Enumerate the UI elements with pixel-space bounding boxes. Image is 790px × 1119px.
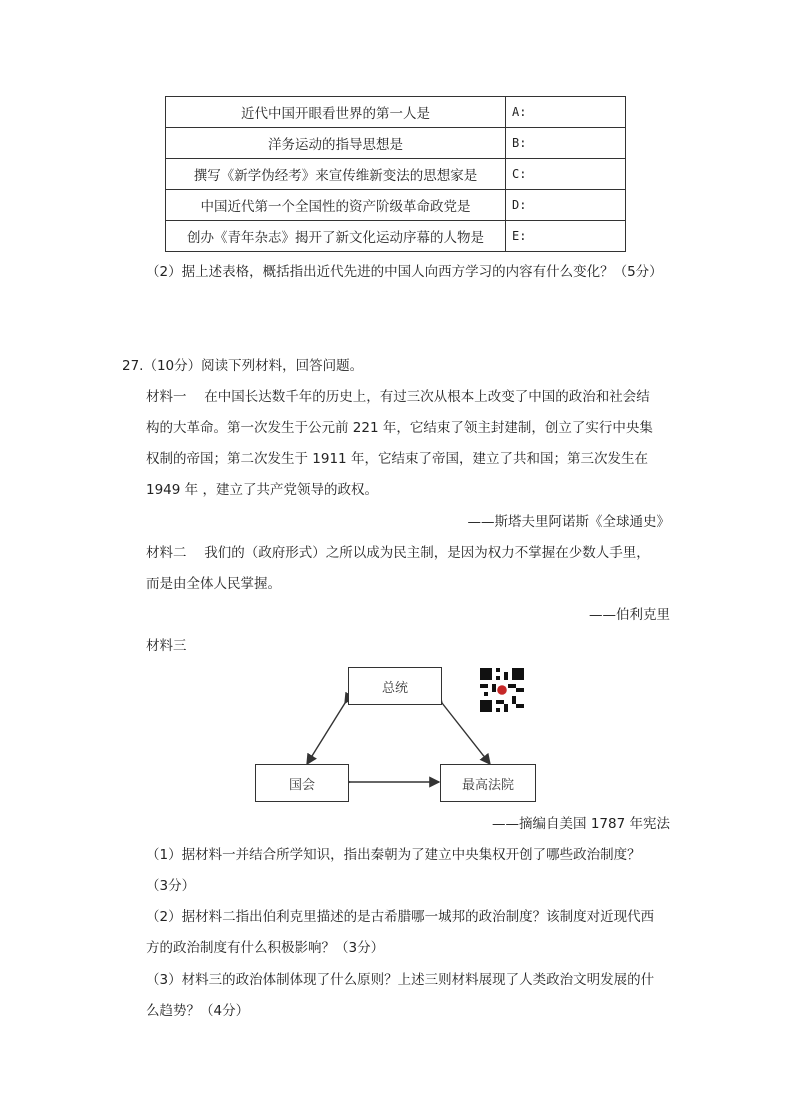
table-answer-cell[interactable]: B: [506, 128, 626, 159]
arrow-president-court [442, 703, 490, 764]
table-question-cell: 创办《青年杂志》揭开了新文化运动序幕的人物是 [166, 221, 506, 252]
material1-line: 构的大革命。第一次发生于公元前 221 年，它结束了领主封建制，创立了实行中央集 [146, 420, 653, 436]
question-line: （3）材料三的政治体制体现了什么原则？上述三则材料展现了人类政治文明发展的什 [146, 972, 655, 988]
qr-code-icon [480, 668, 524, 712]
table-question-cell: 近代中国开眼看世界的第一人是 [166, 97, 506, 128]
material1-source: ——斯塔夫里阿诺斯《全球通史》 [467, 514, 670, 530]
material1-line: 权制的帝国；第二次发生于 1911 年，它结束了帝国，建立了共和国；第三次发生在 [146, 451, 648, 467]
table-question-cell: 中国近代第一个全国性的资产阶级革命政党是 [166, 190, 506, 221]
table-question-cell: 洋务运动的指导思想是 [166, 128, 506, 159]
table-question-cell: 撰写《新学伪经考》来宣传维新变法的思想家是 [166, 159, 506, 190]
material2-line: 而是由全体人民掌握。 [146, 576, 281, 592]
material1-line: 材料一 在中国长达数千年的历史上，有过三次从根本上改变了中国的政治和社会结 [146, 389, 650, 405]
question-line: （2）据材料二指出伯利克里描述的是古希腊哪一城邦的政治制度？该制度对近现代西 [146, 909, 655, 925]
arrow-president-congress [307, 703, 345, 764]
question-line: （3分） [146, 878, 196, 894]
box-supreme-court: 最高法院 [440, 764, 536, 802]
question-line: 么趋势？（4分） [146, 1003, 250, 1019]
box-congress: 国会 [255, 764, 349, 802]
material2-source: ——伯利克里 [589, 607, 670, 623]
material1-line: 1949 年 ，建立了共产党领导的政权。 [146, 482, 378, 498]
material3-label: 材料三 [146, 638, 187, 654]
table-answer-cell[interactable]: D: [506, 190, 626, 221]
question-line: 方的政治制度有什么积极影响？（3分） [146, 940, 385, 956]
question-26-2: （2）据上述表格，概括指出近代先进的中国人向西方学习的内容有什么变化？（5分） [146, 264, 663, 280]
box-president: 总统 [348, 667, 442, 705]
table-answer-cell[interactable]: E: [506, 221, 626, 252]
question-line: （1）据材料一并结合所学知识，指出秦朝为了建立中央集权开创了哪些政治制度？ [146, 847, 641, 863]
table-answer-cell[interactable]: C: [506, 159, 626, 190]
table-answer-cell[interactable]: A: [506, 97, 626, 128]
material3-source: ——摘编自美国 1787 年宪法 [492, 816, 670, 832]
question-27-header: 27.（10分）阅读下列材料，回答问题。 [122, 358, 364, 374]
material2-line: 材料二 我们的（政府形式）之所以成为民主制，是因为权力不掌握在少数人手里， [146, 545, 650, 561]
